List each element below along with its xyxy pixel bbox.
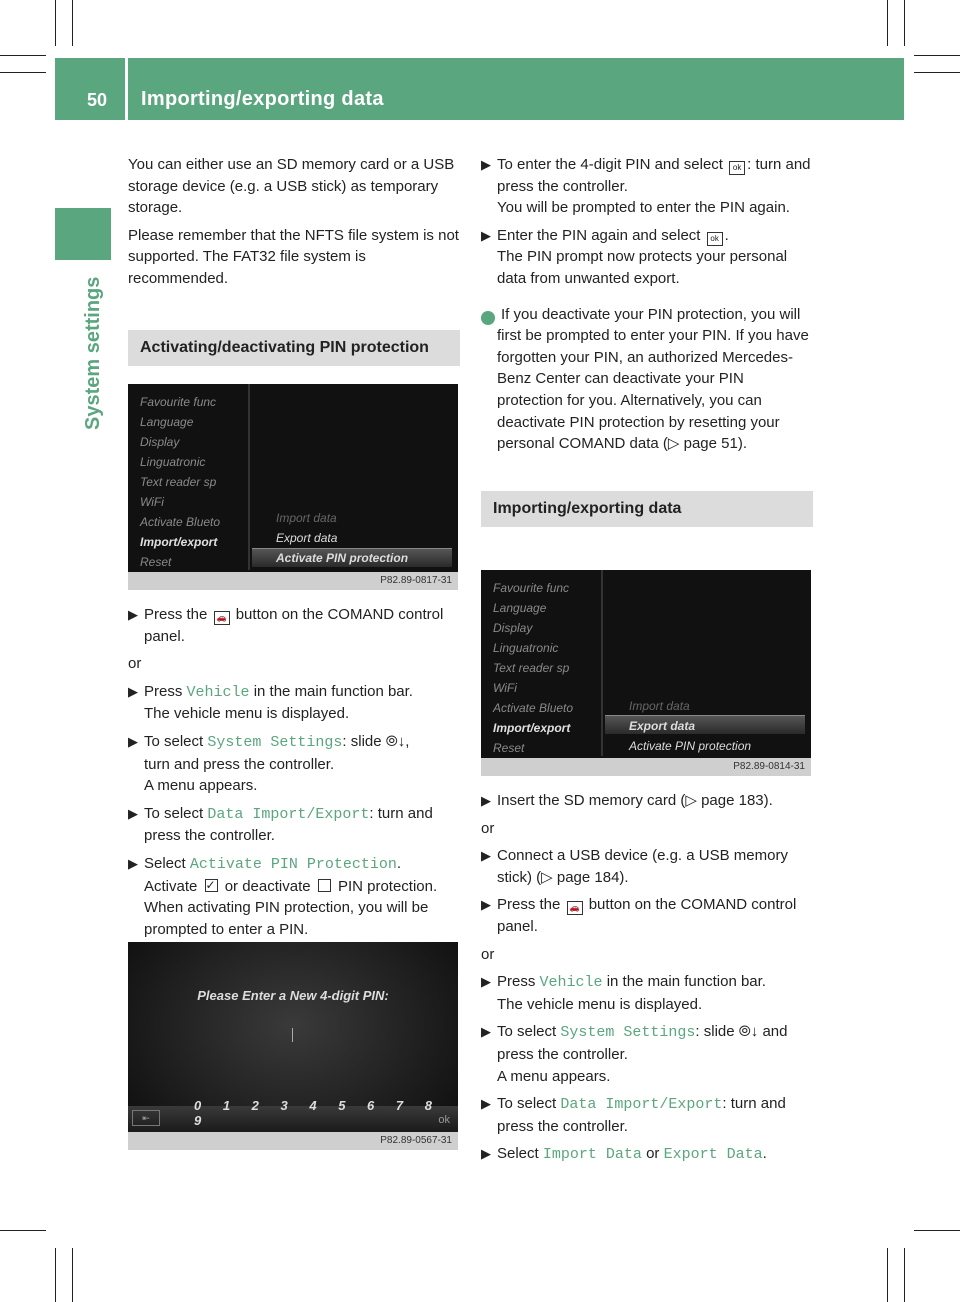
crop-mark	[0, 72, 46, 73]
figure-caption: P82.89-0567-31	[128, 1132, 458, 1150]
crop-mark	[914, 72, 960, 73]
checkbox-empty-icon	[318, 879, 331, 892]
menu-item: Language	[493, 601, 547, 615]
screenshot-pin-entry	[128, 942, 458, 1150]
crop-mark	[914, 55, 960, 56]
step: ▶ Press the 🚗 button on the COMAND control panel.	[481, 896, 797, 935]
step: ▶ Press Vehicle in the main function bar. The vehicle menu is displayed.	[128, 682, 413, 723]
step: ▶ To select System Settings: slide ⦾↓, turn and press the controller. A menu appears.	[128, 732, 410, 795]
page-title: Importing/exporting data	[141, 88, 384, 110]
side-tab-block	[55, 208, 111, 260]
right-steps	[481, 790, 813, 1172]
menu-list	[493, 578, 573, 758]
pin-digits: 0 1 2 3 4 5 6 7 8 9	[194, 1098, 441, 1128]
crop-mark	[904, 1248, 905, 1302]
menu-item: Favourite func	[140, 395, 217, 409]
figure-caption: P82.89-0817-31	[128, 572, 458, 590]
submenu-item: Export data	[629, 719, 696, 733]
step: ▶ To select Data Import/Export: turn and press the controller.	[128, 804, 433, 845]
back-icon: ⇤	[132, 1110, 160, 1126]
menu-item: Language	[140, 415, 194, 429]
menu-item: Linguatronic	[493, 641, 559, 655]
step: ▶ Press Vehicle in the main function bar. The vehicle menu is displayed.	[481, 973, 766, 1013]
section-heading: Activating/deactivating PIN protection	[128, 330, 460, 366]
step: ▶ To enter the 4-digit PIN and select ok : turn and press the controller. You will be prompted to enter the PIN again.	[481, 156, 811, 217]
checkbox-checked-icon	[205, 879, 218, 892]
screenshot-menu	[481, 570, 811, 776]
or-text: or	[481, 819, 495, 837]
step: ▶ To select Data Import/Export: turn and press the controller.	[481, 1095, 786, 1135]
step: ▶ To select System Settings: slide ⦾↓ and press the controller. A menu appears.	[481, 1023, 788, 1085]
crop-mark	[72, 0, 73, 46]
pin-prompt: Please Enter a New 4-digit PIN:	[197, 988, 389, 1003]
step: ▶ Enter the PIN again and select ok . The PIN prompt now protects your personal data from unwanted export.	[481, 226, 788, 287]
page-number: 50	[87, 90, 108, 110]
menu-item: Display	[140, 435, 180, 449]
vehicle-button-icon: 🚗	[567, 901, 583, 915]
step: ▶ Select Activate PIN Protection. Activate ✓ or deactivate PIN protection. When activating PIN protection, you will be prompted to enter a PIN.	[128, 853, 460, 940]
divider	[248, 384, 250, 570]
menu-item: Text reader sp	[493, 661, 570, 675]
menu-item: Activate Blueto	[493, 701, 574, 715]
step: ▶ Press the 🚗 button on the COMAND control panel.	[128, 606, 444, 645]
submenu-list	[276, 508, 408, 568]
intro-paragraph: You can either use an SD memory card or a USB storage device (e.g. a USB stick) as temporary storage.	[128, 156, 455, 217]
crop-mark	[904, 0, 905, 46]
submenu-item: Import data	[276, 511, 337, 525]
crop-mark	[887, 0, 888, 46]
divider	[601, 570, 603, 756]
step: ▶ Select Import Data or Export Data.	[481, 1145, 767, 1164]
intro-paragraph: Please remember that the NFTS file system is not supported. The FAT32 file system is recommended.	[128, 226, 459, 287]
figure-caption: P82.89-0814-31	[481, 758, 811, 776]
menu-item: Activate Blueto	[140, 515, 221, 529]
right-column	[478, 154, 813, 527]
crop-mark	[0, 55, 46, 56]
info-icon: i	[481, 311, 495, 325]
or-text: or	[481, 945, 495, 963]
menu-item: Linguatronic	[140, 455, 206, 469]
submenu-item: Activate PIN protection	[276, 551, 409, 565]
submenu-list	[629, 696, 751, 756]
crop-mark	[55, 1248, 56, 1302]
left-steps	[128, 604, 460, 946]
crop-mark	[0, 1230, 46, 1231]
screenshot-menu	[128, 384, 458, 590]
section-heading: Importing/exporting data	[481, 491, 813, 527]
or-text: or	[128, 655, 142, 673]
menu-item: WiFi	[140, 495, 164, 509]
cursor	[292, 1028, 293, 1042]
submenu-item: Import data	[629, 699, 690, 713]
left-column	[128, 154, 460, 366]
crop-mark	[914, 1230, 960, 1231]
ok-key: ok	[438, 1114, 450, 1126]
crop-mark	[55, 0, 56, 46]
submenu-item: Export data	[276, 531, 338, 545]
step: ▶ Connect a USB device (e.g. a USB memory stick) (▷ page 184).	[481, 847, 788, 886]
menu-item: Display	[493, 621, 533, 635]
controller-slide-icon: ⦾↓	[385, 732, 406, 750]
ok-button-icon: ok	[729, 161, 745, 175]
controller-slide-icon: ⦾↓	[738, 1023, 759, 1041]
menu-list	[140, 392, 220, 572]
menu-item: Reset	[140, 555, 172, 569]
vehicle-button-icon: 🚗	[214, 611, 230, 625]
ok-button-icon: ok	[707, 232, 723, 246]
crop-mark	[72, 1248, 73, 1302]
menu-item: Import/export	[493, 721, 571, 735]
menu-item: Reset	[493, 741, 525, 755]
menu-item: WiFi	[493, 681, 517, 695]
info-note: i If you deactivate your PIN protection, you will first be prompted to enter your PIN. If you have forgotten your PIN, an authorized Mercedes-Benz Center can deactivate your PIN protection for you. Alternatively, you can deactivate PIN protection by resetting your personal COMAND data (▷ page 51).	[478, 305, 809, 453]
crop-mark	[887, 1248, 888, 1302]
submenu-item: Activate PIN protection	[629, 739, 752, 753]
side-section-label: System settings	[82, 276, 104, 430]
step: ▶ Insert the SD memory card (▷ page 183).	[481, 792, 773, 809]
menu-item: Import/export	[140, 535, 218, 549]
menu-item: Text reader sp	[140, 475, 217, 489]
menu-item: Favourite func	[493, 581, 570, 595]
